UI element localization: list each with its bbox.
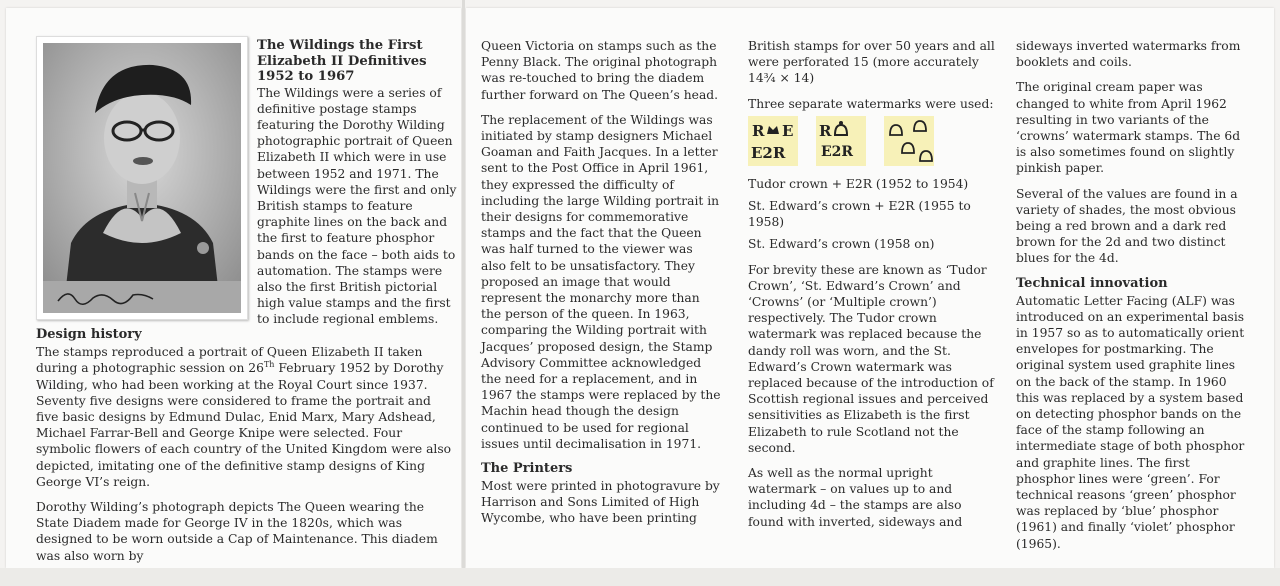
col4-paragraph-1: sideways inverted watermarks from booklets and coils. [1016, 39, 1241, 70]
design-history-paragraph-2: Dorothy Wilding’s photograph depicts The Queen wearing the State Diadem made for George IV in the 1820s, which was designed to be worn outside a Cap of Maintenance. This diadem was also worn by [36, 500, 438, 563]
design-history-paragraph-1 [36, 344, 456, 490]
design-history-p1-part-b: February 1952 by Dorothy Wilding, who had been working at the Royal Court since 1937. Seventy five designs were considered to frame the portrait and five basic designs by Edmund Dulac, Enid Marx, Mary Adshead, Michael Farrar-Bell and George Knipe were selected. Four symbolic flowers of each country of the United Kingdom were also depicted, imitating one of the definitive stamp designs of King George VI’s reign. [36, 361, 452, 489]
printers-heading: The Printers [481, 461, 573, 477]
col4-paragraph-3: Several of the values are found in a variety of shades, the most obvious being a red brown and a dark red brown for the 2d and two distinct blues for the 4d. [1016, 186, 1238, 266]
st-edwards-crown-e2r-watermark [816, 116, 866, 166]
column-2 [481, 38, 721, 536]
col2-paragraph-3: Most were printed in photogravure by Harrison and Sons Limited of High Wycombe, who have been printing [481, 479, 720, 526]
svg-text:E2R: E2R [821, 143, 854, 160]
watermark-st-edwards-crown: St. Edward’s crown (1958 on) [748, 237, 935, 252]
design-history-heading: Design history [36, 327, 142, 342]
intro-section [257, 38, 457, 328]
watermark-tudor-crown: Tudor crown + E2R (1952 to 1954) [748, 176, 969, 191]
col3-paragraph-1: British stamps for over 50 years and all were perforated 15 (more accurately 14¾ × 14) [748, 39, 995, 86]
col3-paragraph-2: Three separate watermarks were used: [748, 96, 994, 111]
technical-innovation-heading: Technical innovation [1016, 275, 1168, 291]
page-fold [462, 0, 465, 586]
portrait-image [43, 43, 241, 313]
svg-text:R: R [819, 121, 832, 140]
col2-paragraph-1: Queen Victoria on stamps such as the Penny Black. The original photograph was re-touched to bring the diadem further forward on The Queen’s head. [481, 39, 719, 102]
svg-text:E: E [782, 121, 794, 140]
multiple-crowns-watermark [884, 116, 934, 166]
svg-text:R: R [752, 121, 765, 140]
watermark-st-edwards-crown-e2r: St. Edward’s crown + E2R (1955 to 1958) [748, 199, 971, 230]
intro-text: The Wildings were a series of definitive postage stamps featuring the Dorothy Wilding photographic portrait of Queen Elizabeth II which were in use between 1952 and 1971. The Wildings were the first and only British stamps to feature graphite lines on the back and the first to feature phosphor bands on the face – both aids to automation. The stamps were also the first British pictorial high value stamps and the first to include regional emblems. [257, 85, 457, 327]
col3-paragraph-3: For brevity these are known as ‘Tudor Crown’, ‘St. Edward’s Crown’ and ‘Crowns’ (or ‘Multiple crown’) respectively. The Tudor crown watermark was replaced because the dandy roll was worn, and the St. Edward’s Crown watermark was replaced because of the introduction of Scottish regional issues and perceived sensitivities as Elizabeth is the first Elizabeth to rule Scotland not the second. [748, 262, 994, 455]
design-history-section [36, 327, 456, 573]
column-4 [1016, 38, 1248, 561]
dorothy-wilding-portrait [36, 36, 248, 320]
svg-text:E2R: E2R [751, 143, 786, 162]
superscript-th: Th [263, 360, 275, 370]
col3-paragraph-4: As well as the normal upright watermark – on values up to and including 4d – the stamps are also found with inverted, sideways and [748, 466, 963, 529]
col4-paragraph-2: The original cream paper was changed to white from April 1962 resulting in two variants of the ‘crowns’ watermark stamps. The 6d is also sometimes found on slightly pinkish paper. [1016, 80, 1241, 176]
tudor-crown-e2r-watermark [748, 116, 798, 166]
col2-paragraph-2: The replacement of the Wildings was initiated by stamp designers Michael Goaman and Faith Jacques. In a letter sent to the Post Office in April 1961, they expressed the difficulty of including the large Wilding portrait in their designs for commemorative stamps and the fact that the Queen was half turned to the viewer was also felt to be unsatisfactory. They proposed an image that would represent the monarchy more than the person of the queen. In 1963, comparing the Wilding portrait with Jacques’ proposed design, the Stamp Advisory Committee acknowledged the need for a replacement, and in 1967 the stamps were replaced by the Machin head though the design continued to be used for regional issues until decimalisation in 1971. [481, 112, 721, 451]
main-title: The Wildings the First Elizabeth II Definitives 1952 to 1967 [257, 38, 427, 84]
column-3 [748, 38, 996, 539]
watermark-samples [748, 116, 996, 166]
design-history-p1-part-a: The stamps reproduced a portrait of Queen Elizabeth II taken during a photographic session on 26 [36, 345, 423, 376]
col4-paragraph-4: Automatic Letter Facing (ALF) was introduced on an experimental basis in 1957 so as to automatically orient envelopes for postmarking. The original system used graphite lines on the back of the stamp. In 1960 this was replaced by a system based on detecting phosphor bands on the face of the stamp following an intermediate stage of both phosphor and graphite lines. The first phosphor lines were ‘green’. For technical reasons ‘green’ phosphor was replaced by ‘blue’ phosphor (1961) and finally ‘violet’ phosphor (1965). [1016, 293, 1245, 551]
